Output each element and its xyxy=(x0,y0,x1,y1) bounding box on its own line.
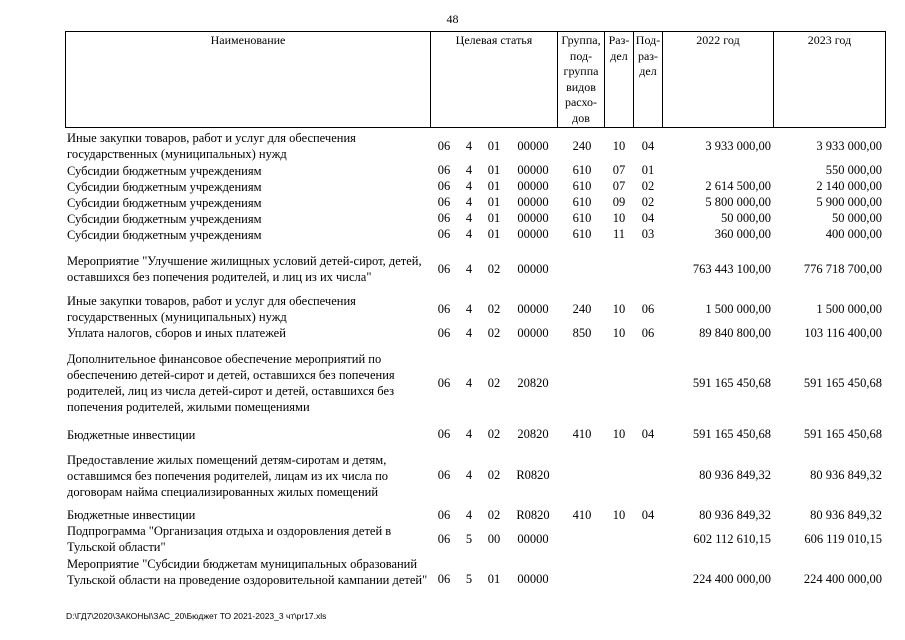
row-name: Мероприятие "Субсидии бюджетам муниципальных образований Тульской области на проведение оздоровительной кампании детей" xyxy=(67,557,428,587)
amount-2022: 50 000,00 xyxy=(721,211,771,225)
target-direction-code: R0820 xyxy=(516,468,550,482)
amount-2022: 5 800 000,00 xyxy=(705,195,771,209)
target-program-code: 06 xyxy=(437,532,451,546)
row-name: Дополнительное финансовое обеспечение мероприятий по обеспечению детей-сирот и детей, оставшихся без попечения родителей, лиц из числа детей-сирот и детей, оставшихся без попечения родителей, жилыми помещениями xyxy=(67,352,395,414)
amount-2022: 591 165 450,68 xyxy=(692,376,771,390)
target-program-code: 06 xyxy=(437,227,451,241)
row-name: Субсидии бюджетным учреждениям xyxy=(67,196,262,210)
amount-2022: 80 936 849,32 xyxy=(699,508,771,522)
header-top-border xyxy=(65,31,886,32)
amount-2023: 606 119 010,15 xyxy=(804,532,882,546)
section-code: 07 xyxy=(612,163,626,177)
amount-2023: 103 116 400,00 xyxy=(804,326,882,340)
amount-2022: 360 000,00 xyxy=(714,227,771,241)
target-subprogram-code: 5 xyxy=(465,532,473,546)
target-subprogram-code: 4 xyxy=(465,211,473,225)
target-event-code: 02 xyxy=(487,302,501,316)
row-name: Субсидии бюджетным учреждениям xyxy=(67,180,262,194)
expense-group-code: 610 xyxy=(572,211,592,225)
target-program-code: 06 xyxy=(437,468,451,482)
target-subprogram-code: 4 xyxy=(465,326,473,340)
amount-2022: 2 614 500,00 xyxy=(705,179,771,193)
amount-2023: 2 140 000,00 xyxy=(816,179,882,193)
target-event-code: 00 xyxy=(487,532,501,546)
target-direction-code: 20820 xyxy=(517,376,549,390)
target-program-code: 06 xyxy=(437,139,451,153)
target-event-code: 01 xyxy=(487,139,501,153)
row-name: Субсидии бюджетным учреждениям xyxy=(67,164,262,178)
target-subprogram-code: 4 xyxy=(465,195,473,209)
subsection-code: 03 xyxy=(641,227,655,241)
target-program-code: 06 xyxy=(437,179,451,193)
row-name: Субсидии бюджетным учреждениям xyxy=(67,228,262,242)
expense-group-code: 610 xyxy=(572,195,592,209)
target-event-code: 02 xyxy=(487,468,501,482)
target-direction-code: 00000 xyxy=(517,532,549,546)
row-name: Уплата налогов, сборов и иных платежей xyxy=(67,326,286,340)
section-code: 10 xyxy=(612,427,626,441)
amount-2023: 3 933 000,00 xyxy=(816,139,882,153)
target-event-code: 01 xyxy=(487,572,501,586)
target-direction-code: R0820 xyxy=(516,508,550,522)
target-direction-code: 00000 xyxy=(517,211,549,225)
target-event-code: 02 xyxy=(487,427,501,441)
expense-group-code: 610 xyxy=(572,179,592,193)
subsection-code: 06 xyxy=(641,326,655,340)
target-event-code: 01 xyxy=(487,163,501,177)
subsection-code: 01 xyxy=(641,163,655,177)
target-program-code: 06 xyxy=(437,163,451,177)
header-name: Наименование xyxy=(210,33,286,47)
section-code: 10 xyxy=(612,508,626,522)
amount-2023: 80 936 849,32 xyxy=(810,468,882,482)
header-2023: 2023 год xyxy=(807,33,852,47)
target-program-code: 06 xyxy=(437,262,451,276)
target-event-code: 02 xyxy=(487,262,501,276)
target-program-code: 06 xyxy=(437,302,451,316)
amount-2022: 3 933 000,00 xyxy=(705,139,771,153)
section-code: 10 xyxy=(612,139,626,153)
target-program-code: 06 xyxy=(437,376,451,390)
target-direction-code: 00000 xyxy=(517,163,549,177)
amount-2023: 50 000,00 xyxy=(832,211,882,225)
subsection-code: 04 xyxy=(641,139,655,153)
expense-group-code: 410 xyxy=(572,427,592,441)
target-direction-code: 00000 xyxy=(517,227,549,241)
target-program-code: 06 xyxy=(437,195,451,209)
target-subprogram-code: 4 xyxy=(465,302,473,316)
target-subprogram-code: 5 xyxy=(465,572,473,586)
header-2022: 2022 год xyxy=(696,33,740,47)
subsection-code: 02 xyxy=(641,179,655,193)
section-code: 10 xyxy=(612,326,626,340)
row-name: Бюджетные инвестиции xyxy=(67,508,196,522)
target-program-code: 06 xyxy=(437,211,451,225)
subsection-code: 06 xyxy=(641,302,655,316)
section-code: 09 xyxy=(612,195,626,209)
target-direction-code: 00000 xyxy=(517,139,549,153)
target-direction-code: 00000 xyxy=(517,262,549,276)
header-group: Группа, под- группа видов расхо- дов xyxy=(561,33,601,125)
section-code: 11 xyxy=(612,227,626,241)
amount-2022: 591 165 450,68 xyxy=(692,427,771,441)
header-subsection: Под- раз- дел xyxy=(635,33,661,78)
target-program-code: 06 xyxy=(437,326,451,340)
amount-2023: 400 000,00 xyxy=(825,227,882,241)
target-direction-code: 00000 xyxy=(517,326,549,340)
amount-2023: 550 000,00 xyxy=(825,163,882,177)
target-subprogram-code: 4 xyxy=(465,139,473,153)
amount-2022: 80 936 849,32 xyxy=(699,468,771,482)
row-name: Предоставление жилых помещений детям-сиротам и детям, оставшимся без попечения родителей, лицам из их числа по договорам найма специализированных жилых помещений xyxy=(67,453,389,499)
amount-2022: 89 840 800,00 xyxy=(699,326,771,340)
target-program-code: 06 xyxy=(437,427,451,441)
section-code: 10 xyxy=(612,211,626,225)
target-direction-code: 20820 xyxy=(517,427,549,441)
section-code: 10 xyxy=(612,302,626,316)
amount-2023: 5 900 000,00 xyxy=(816,195,882,209)
amount-2023: 591 165 450,68 xyxy=(803,427,882,441)
amount-2023: 224 400 000,00 xyxy=(803,572,882,586)
target-direction-code: 00000 xyxy=(517,195,549,209)
section-code: 07 xyxy=(612,179,626,193)
subsection-code: 04 xyxy=(641,211,655,225)
amount-2023: 776 718 700,00 xyxy=(803,262,882,276)
amount-2023: 1 500 000,00 xyxy=(816,302,882,316)
subsection-code: 04 xyxy=(641,508,655,522)
amount-2023: 80 936 849,32 xyxy=(810,508,882,522)
subsection-code: 02 xyxy=(641,195,655,209)
expense-group-code: 610 xyxy=(572,227,592,241)
target-program-code: 06 xyxy=(437,572,451,586)
target-subprogram-code: 4 xyxy=(465,508,473,522)
row-name: Субсидии бюджетным учреждениям xyxy=(67,212,262,226)
page-number: 48 xyxy=(446,12,459,26)
col-divider xyxy=(885,31,886,128)
row-name: Бюджетные инвестиции xyxy=(67,428,196,442)
subsection-code: 04 xyxy=(641,427,655,441)
row-name: Иные закупки товаров, работ и услуг для обеспечения государственных (муниципальных) нужд xyxy=(67,131,356,161)
header-bottom-border xyxy=(65,127,886,128)
amount-2023: 591 165 450,68 xyxy=(803,376,882,390)
header-target: Целевая статья xyxy=(455,33,533,47)
target-event-code: 01 xyxy=(487,179,501,193)
target-subprogram-code: 4 xyxy=(465,376,473,390)
target-direction-code: 00000 xyxy=(517,572,549,586)
expense-group-code: 610 xyxy=(572,163,592,177)
target-direction-code: 00000 xyxy=(517,179,549,193)
target-event-code: 02 xyxy=(487,508,501,522)
target-subprogram-code: 4 xyxy=(465,163,473,177)
expense-group-code: 410 xyxy=(572,508,592,522)
amount-2022: 602 112 610,15 xyxy=(693,532,771,546)
expense-group-code: 850 xyxy=(572,326,592,340)
target-direction-code: 00000 xyxy=(517,302,549,316)
target-program-code: 06 xyxy=(437,508,451,522)
row-name: Мероприятие "Улучшение жилищных условий детей-сирот, детей, оставшихся без попечения родителей, и лиц из их числа" xyxy=(67,254,422,284)
amount-2022: 224 400 000,00 xyxy=(692,572,771,586)
target-event-code: 02 xyxy=(487,326,501,340)
expense-group-code: 240 xyxy=(572,139,592,153)
target-subprogram-code: 4 xyxy=(465,468,473,482)
target-event-code: 01 xyxy=(487,195,501,209)
target-subprogram-code: 4 xyxy=(465,179,473,193)
target-subprogram-code: 4 xyxy=(465,262,473,276)
target-event-code: 01 xyxy=(487,211,501,225)
target-event-code: 02 xyxy=(487,376,501,390)
row-name: Иные закупки товаров, работ и услуг для обеспечения государственных (муниципальных) нужд xyxy=(67,294,356,324)
row-name: Подпрограмма "Организация отдыха и оздоровления детей в Тульской области" xyxy=(67,524,392,554)
target-subprogram-code: 4 xyxy=(465,227,473,241)
file-path-footer: D:\ГД7\2020\ЗАКОНЫ\ЗАС_20\Бюджет ТО 2021-2023_3 чт\pr17.xls xyxy=(66,611,327,621)
amount-2022: 763 443 100,00 xyxy=(692,262,771,276)
header-section: Раз- дел xyxy=(608,33,630,63)
amount-2022: 1 500 000,00 xyxy=(705,302,771,316)
target-subprogram-code: 4 xyxy=(465,427,473,441)
expense-group-code: 240 xyxy=(572,302,592,316)
target-event-code: 01 xyxy=(487,227,501,241)
